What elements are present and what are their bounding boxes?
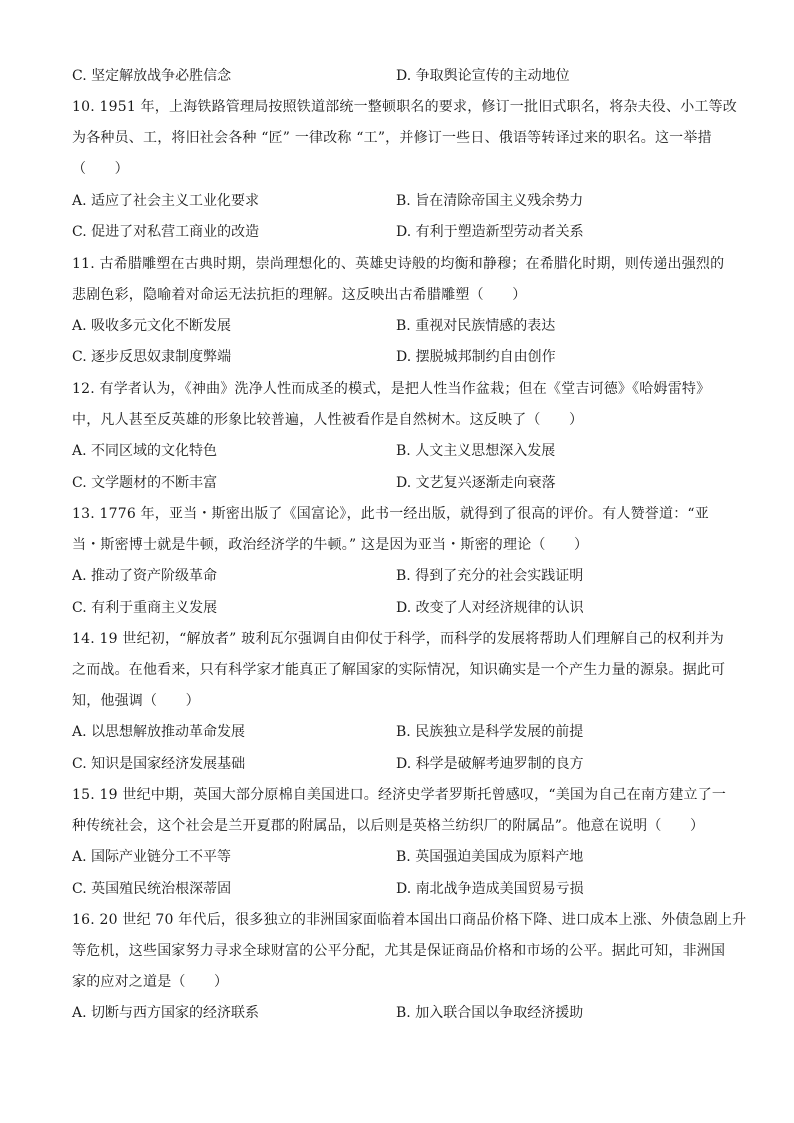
q14-stem-line-2: 之而战。在他看来，只有科学家才能真正了解国家的实际情况，知识确实是一个产生力量的源泉。据此可 <box>72 662 726 678</box>
q13-stem-line-2: 当・斯密博士就是牛顿，政治经济学的牛顿。” 这是因为亚当・斯密的理论（ ） <box>72 537 589 553</box>
q10-stem-line-2: 为各种员、工，将旧社会各种 “匠” 一律改称 “工”，并修订一些日、俄语等转译过来的职名。这一举措 <box>72 130 712 146</box>
q14-option-d: D. 科学是破解考迪罗制的良方 <box>396 756 584 772</box>
q11-option-b: B. 重视对民族情感的表达 <box>396 318 556 334</box>
q10-option-a: A. 适应了社会主义工业化要求 <box>72 193 260 209</box>
q10-option-d: D. 有利于塑造新型劳动者关系 <box>396 224 584 240</box>
q12-option-b: B. 人文主义思想深入发展 <box>396 443 556 459</box>
q11-stem-line-1: 11. 古希腊雕塑在古典时期，崇尚理想化的、英雄史诗般的均衡和静穆；在希腊化时期，则传递出强烈的 <box>72 256 725 272</box>
q10-stem-line-3: （ ） <box>72 161 129 177</box>
q10-option-c: C. 促进了对私营工商业的改造 <box>72 224 260 240</box>
q12-stem-line-2: 中，凡人甚至反英雄的形象比较普遍，人性被看作是自然树木。这反映了（ ） <box>72 412 584 428</box>
q9-option-c: C. 坚定解放战争必胜信念 <box>72 68 232 84</box>
q16-stem-line-1: 16. 20 世纪 70 年代后，很多独立的非洲国家面临着本国出口商品价格下降、进口成本上涨、外债急剧上升 <box>72 912 747 928</box>
q15-stem-line-2: 种传统社会，这个社会是兰开夏郡的附属品，以后则是英格兰纺织厂的附属品”。他意在说明（ ） <box>72 818 705 834</box>
q15-stem-line-1: 15. 19 世纪中期，英国大部分原棉自美国进口。经济史学者罗斯托曾感叹，“美国为自己在南方建立了一 <box>72 787 727 803</box>
q14-option-b: B. 民族独立是科学发展的前提 <box>396 724 584 740</box>
q10-stem-line-1: 10. 1951 年，上海铁路管理局按照铁道部统一整顿职名的要求，修订一批旧式职名，将杂夫役、小工等改 <box>72 99 737 115</box>
q10-option-b: B. 旨在清除帝国主义残余势力 <box>396 193 584 209</box>
q13-option-a: A. 推动了资产阶级革命 <box>72 568 218 584</box>
q16-option-a: A. 切断与西方国家的经济联系 <box>72 1005 260 1021</box>
q12-option-a: A. 不同区域的文化特色 <box>72 443 218 459</box>
q11-option-d: D. 摆脱城邦制约自由创作 <box>396 349 556 365</box>
q16-stem-line-3: 家的应对之道是（ ） <box>72 974 229 990</box>
q15-option-c: C. 英国殖民统治根深蒂固 <box>72 881 232 897</box>
q12-stem-line-1: 12. 有学者认为，《神曲》洗净人性而成圣的模式，是把人性当作盆栽；但在《堂吉诃德》《哈姆雷特》 <box>72 381 711 397</box>
q16-stem-line-2: 等危机，这些国家努力寻求全球财富的公平分配，尤其是保证商品价格和市场的公平。据此可知，非洲国 <box>72 943 726 959</box>
q9-option-d: D. 争取舆论宣传的主动地位 <box>396 68 570 84</box>
q15-option-b: B. 英国强迫美国成为原料产地 <box>396 849 584 865</box>
q12-option-d: D. 文艺复兴逐渐走向衰落 <box>396 475 556 491</box>
q13-option-d: D. 改变了人对经济规律的认识 <box>396 600 584 616</box>
q16-option-b: B. 加入联合国以争取经济援助 <box>396 1005 584 1021</box>
q14-stem-line-1: 14. 19 世纪初，“解放者” 玻利瓦尔强调自由仰仗于科学，而科学的发展将帮助人们理解自己的权利并为 <box>72 631 724 647</box>
q12-option-c: C. 文学题材的不断丰富 <box>72 475 218 491</box>
q14-option-c: C. 知识是国家经济发展基础 <box>72 756 246 772</box>
q14-stem-line-3: 知，他强调（ ） <box>72 693 200 709</box>
q13-stem-line-1: 13. 1776 年，亚当・斯密出版了《国富论》，此书一经出版，就得到了很高的评价。有人赞誉道：“亚 <box>72 506 709 522</box>
q13-option-c: C. 有利于重商主义发展 <box>72 600 218 616</box>
q11-stem-line-2: 悲剧色彩，隐喻着对命运无法抗拒的理解。这反映出古希腊雕塑（ ） <box>72 287 527 303</box>
q15-option-d: D. 南北战争造成美国贸易亏损 <box>396 881 584 897</box>
q11-option-c: C. 逐步反思奴隶制度弊端 <box>72 349 232 365</box>
q13-option-b: B. 得到了充分的社会实践证明 <box>396 568 584 584</box>
q11-option-a: A. 吸收多元文化不断发展 <box>72 318 232 334</box>
q15-option-a: A. 国际产业链分工不平等 <box>72 849 232 865</box>
q14-option-a: A. 以思想解放推动革命发展 <box>72 724 246 740</box>
